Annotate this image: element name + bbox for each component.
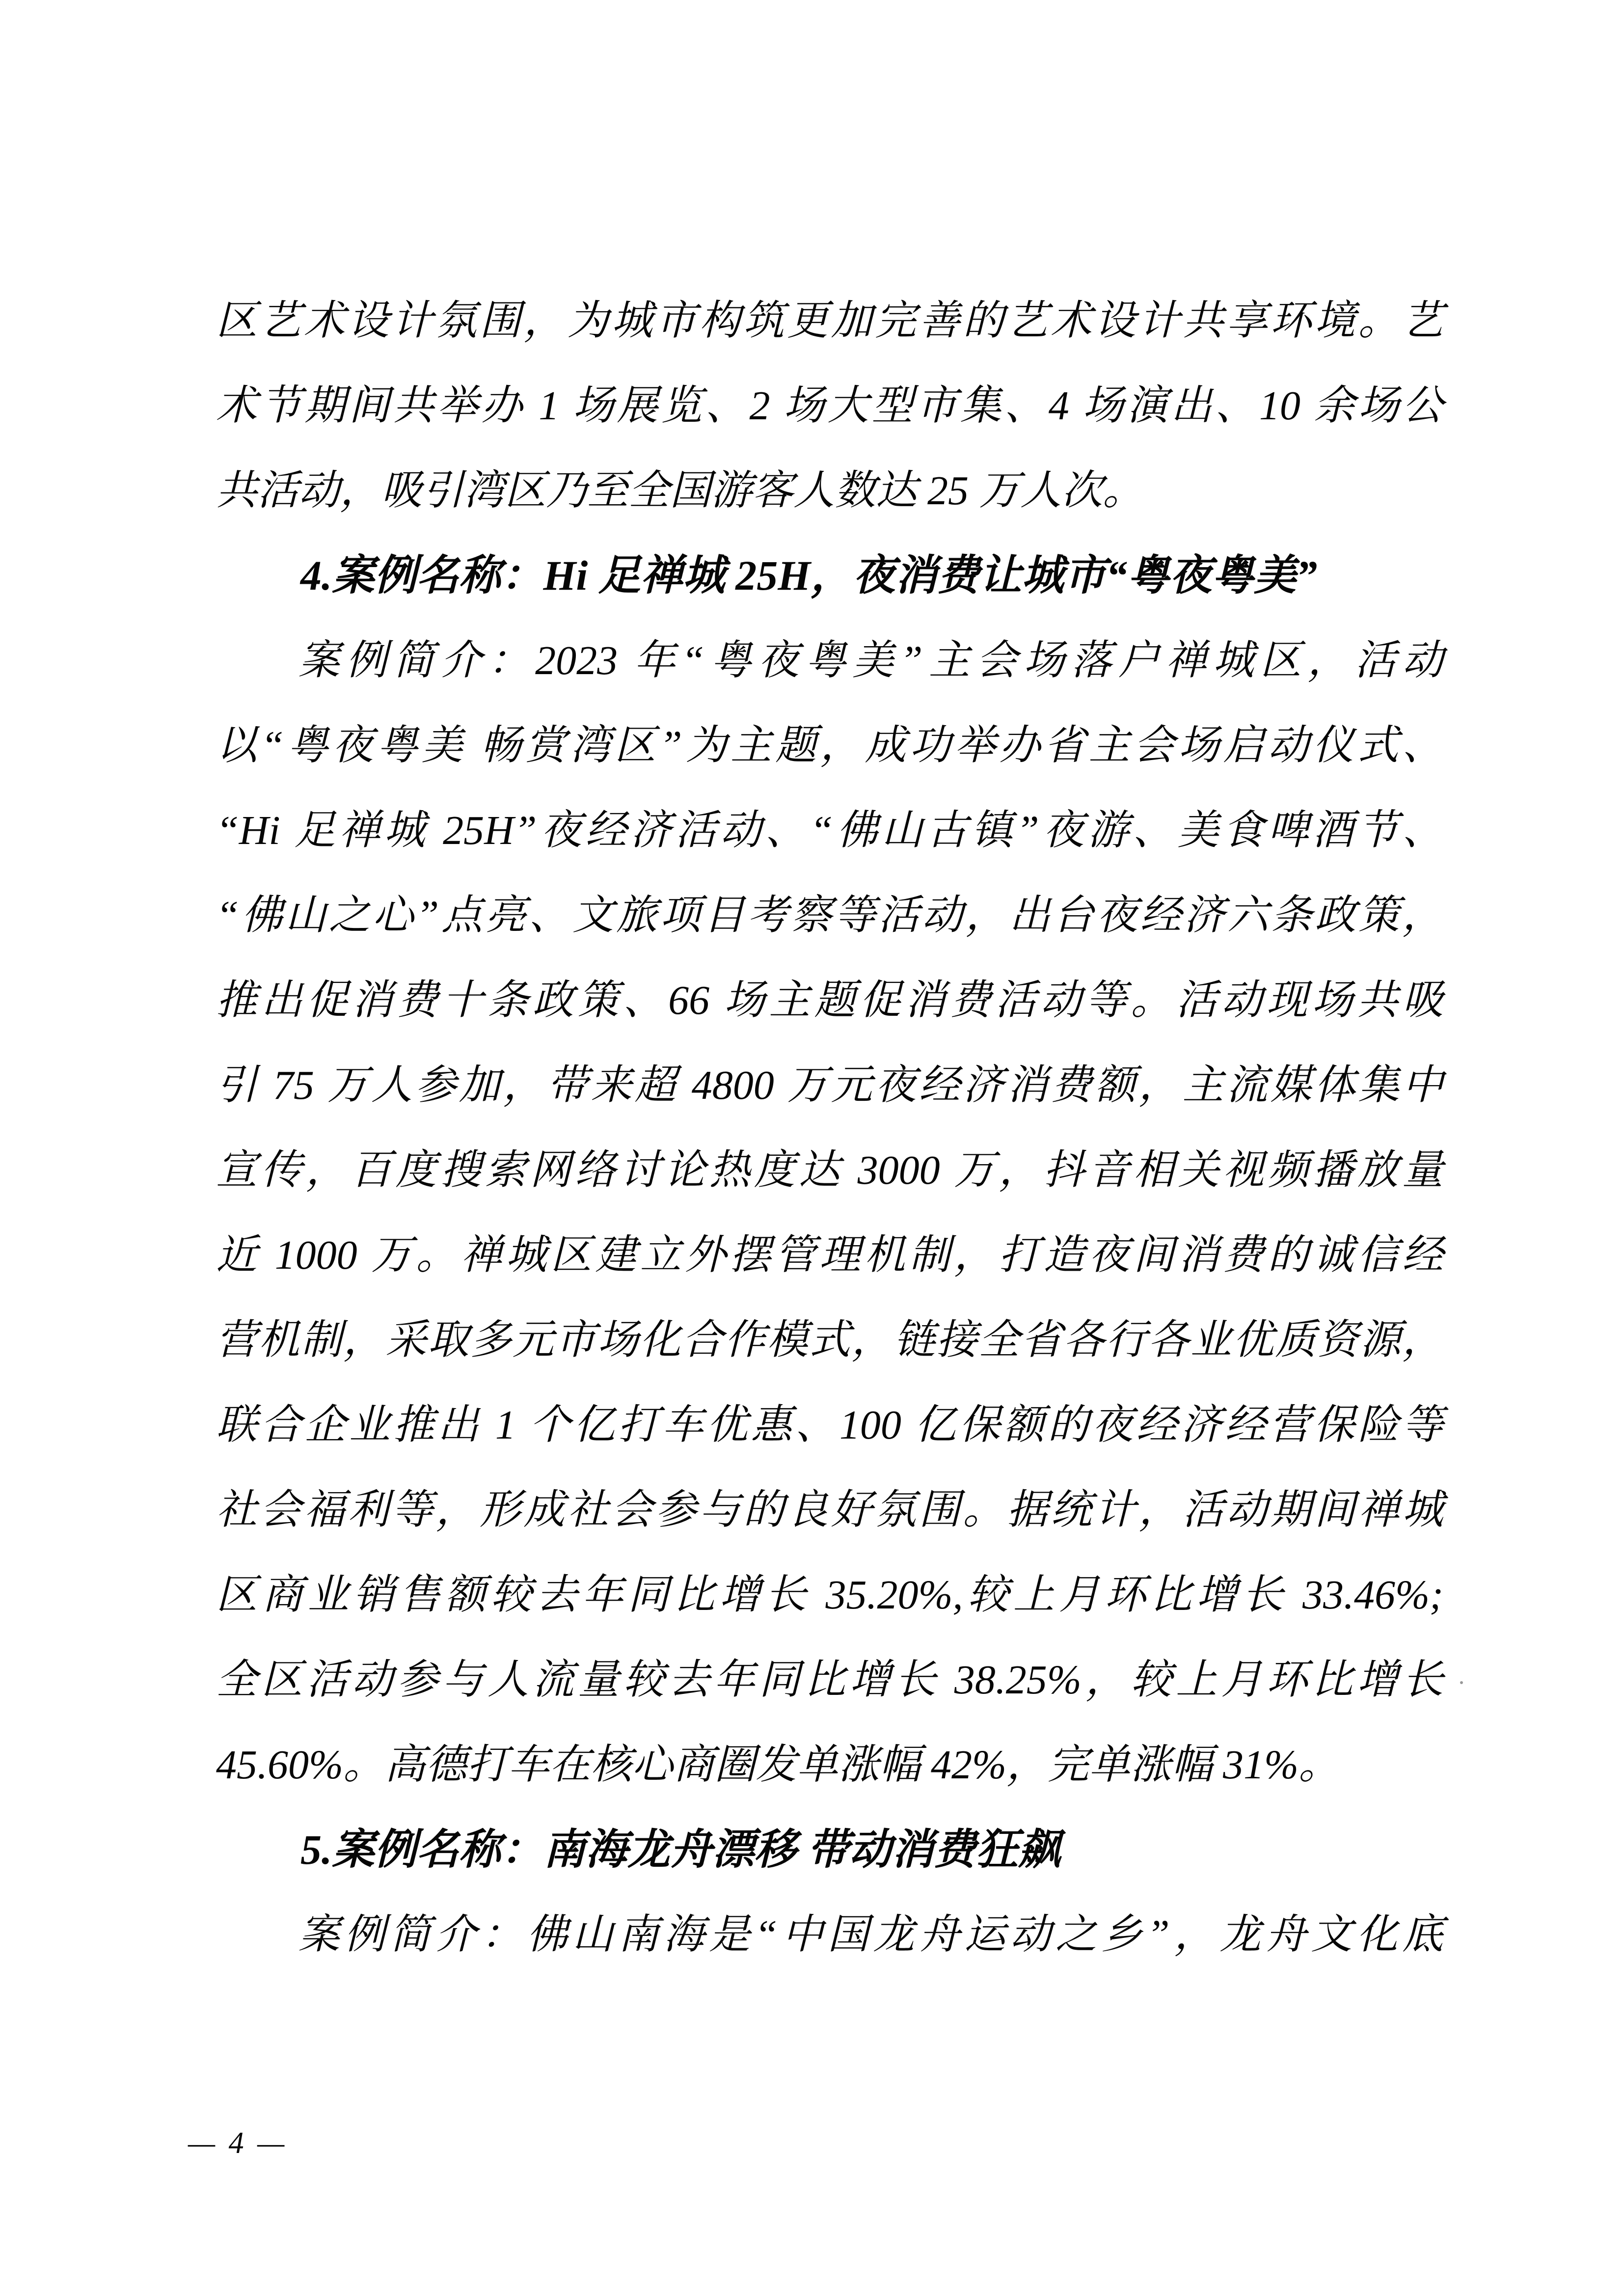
text-line: 全区活动参与人流量较去年同比增长 38.25%，较上月环比增长 bbox=[216, 1657, 1443, 1703]
text-line: 近 1000 万。禅城区建立外摆管理机制，打造夜间消费的诚信经 bbox=[216, 1232, 1443, 1278]
text-line: “佛山之心”点亮、文旅项目考察等活动，出台夜经济六条政策， bbox=[216, 893, 1443, 938]
text-line: 社会福利等，形成社会参与的良好氛围。据统计，活动期间禅城 bbox=[216, 1487, 1443, 1533]
text-line: 45.60%。高德打车在核心商圈发单涨幅 42%，完单涨幅 31%。 bbox=[216, 1742, 1340, 1788]
page-number: — 4 — bbox=[188, 2126, 288, 2160]
text-line: 宣传，百度搜索网络讨论热度达 3000 万，抖音相关视频播放量 bbox=[216, 1147, 1443, 1193]
text-line: 术节期间共举办 1 场展览、2 场大型市集、4 场演出、10 余场公 bbox=[216, 383, 1443, 429]
document-body bbox=[216, 278, 1443, 1977]
text-line: 引 75 万人参加，带来超 4800 万元夜经济消费额，主流媒体集中 bbox=[216, 1062, 1443, 1108]
case-5-heading: 5.案例名称：南海龙舟漂移 带动消费狂飙 bbox=[300, 1826, 1060, 1873]
text-line: 联合企业推出 1 个亿打车优惠、100 亿保额的夜经济经营保险等 bbox=[216, 1402, 1443, 1448]
scan-artifact bbox=[1460, 1681, 1463, 1684]
text-line: 以“粤夜粤美 畅赏湾区”为主题，成功举办省主会场启动仪式、 bbox=[216, 723, 1443, 768]
text-line: 区商业销售额较去年同比增长 35.20%,较上月环比增长 33.46%; bbox=[216, 1572, 1443, 1618]
text-line: 案例简介：佛山南海是“中国龙舟运动之乡”，龙舟文化底 bbox=[298, 1912, 1443, 1958]
text-line: 共活动，吸引湾区乃至全国游客人数达 25 万人次。 bbox=[216, 468, 1144, 514]
text-line: 区艺术设计氛围，为城市构筑更加完善的艺术设计共享环境。艺 bbox=[216, 298, 1443, 344]
text-line: 营机制，采取多元市场化合作模式，链接全省各行各业优质资源， bbox=[216, 1317, 1443, 1363]
text-line: “Hi 足禅城 25H”夜经济活动、“佛山古镇”夜游、美食啤酒节、 bbox=[216, 808, 1443, 853]
case-4-heading: 4.案例名称：Hi 足禅城 25H，夜消费让城市“粤夜粤美” bbox=[300, 552, 1318, 599]
text-line: 案例简介：2023 年“粤夜粤美”主会场落户禅城区，活动 bbox=[298, 638, 1443, 683]
text-line: 推出促消费十条政策、66 场主题促消费活动等。活动现场共吸 bbox=[216, 978, 1443, 1023]
